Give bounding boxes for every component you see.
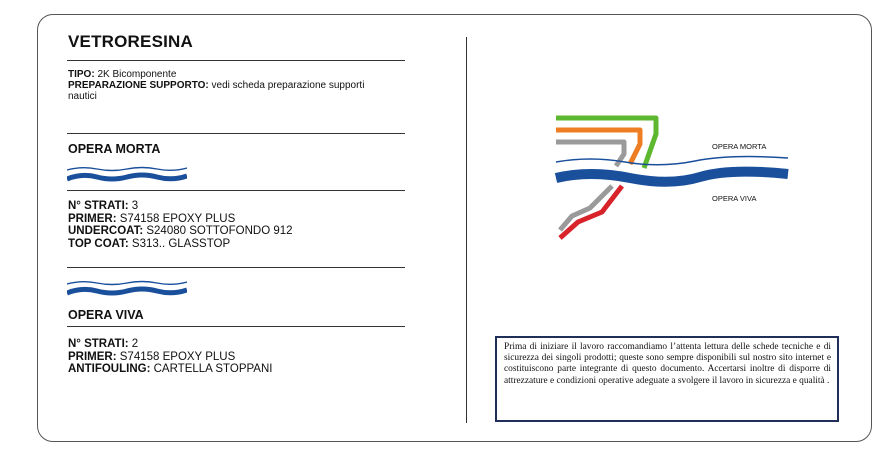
spec-value: S313.. GLASSTOP bbox=[128, 237, 231, 250]
spec-row bbox=[68, 351, 272, 364]
spec-label: PRIMER: bbox=[68, 350, 117, 363]
vertical-divider bbox=[466, 37, 467, 423]
spec-value: 2 bbox=[128, 338, 139, 350]
spec-label: N° STRATI: bbox=[68, 200, 129, 212]
divider bbox=[67, 60, 405, 61]
spec-value: S24080 SOTTOFONDO 912 bbox=[143, 225, 293, 237]
spec-row bbox=[68, 213, 293, 226]
opera-viva-title: OPERA VIVA bbox=[68, 308, 144, 322]
tipo-line bbox=[68, 69, 368, 80]
divider bbox=[67, 190, 405, 191]
page-title: VETRORESINA bbox=[68, 32, 193, 51]
spec-value: S74158 EPOXY PLUS bbox=[116, 212, 236, 225]
opera-morta-title: OPERA MORTA bbox=[68, 142, 161, 156]
spec-label: ANTIFOULING: bbox=[68, 363, 151, 375]
wave-icon bbox=[67, 278, 187, 300]
spec-value: CARTELLA STOPPANI bbox=[150, 363, 273, 375]
spec-value: 3 bbox=[128, 200, 139, 212]
tipo-label: TIPO: bbox=[68, 69, 95, 80]
prep-label: PREPARAZIONE SUPPORTO: bbox=[68, 80, 209, 91]
layer-gray-stroke bbox=[556, 142, 624, 166]
diagram-label-top: OPERA MORTA bbox=[712, 142, 767, 151]
spec-row bbox=[68, 338, 272, 351]
layer-red-stroke bbox=[560, 186, 622, 238]
spec-label: UNDERCOAT: bbox=[68, 225, 144, 237]
diagram-label-bottom: OPERA VIVA bbox=[712, 194, 757, 203]
spec-label: N° STRATI: bbox=[68, 338, 129, 350]
divider bbox=[67, 267, 405, 268]
spec-row bbox=[68, 363, 272, 376]
prep-value: vedi scheda preparazione supporti nautici bbox=[68, 80, 365, 102]
spec-label: TOP COAT: bbox=[68, 237, 129, 250]
divider bbox=[67, 326, 405, 327]
spec-value: S74158 EPOXY PLUS bbox=[116, 350, 236, 363]
divider bbox=[67, 133, 405, 134]
tipo-value: 2K Bicomponente bbox=[94, 69, 177, 80]
opera-viva-specs bbox=[68, 338, 272, 376]
opera-morta-specs bbox=[68, 200, 293, 250]
prep-line bbox=[68, 80, 368, 102]
spec-label: PRIMER: bbox=[68, 212, 117, 225]
waterline-thin bbox=[556, 157, 788, 165]
wave-icon bbox=[67, 164, 187, 186]
spec-row bbox=[68, 225, 293, 238]
product-info bbox=[68, 69, 368, 102]
safety-notice: Prima di iniziare il lavoro raccomandiamo l’attenta lettura delle schede tecniche e di sicurezza dei singoli prodotti; queste sono sempre disponibili sul nostro sito internet e costituiscono parte integrante di questo documento. Accertarsi inoltre di disporre di attrezzature e condizioni operative adeguate a svolgere il lavoro in sicurezza e qualità . bbox=[495, 336, 839, 422]
waterline-band bbox=[556, 172, 788, 182]
hull-layers-diagram bbox=[550, 108, 795, 243]
spec-row bbox=[68, 238, 293, 251]
spec-row bbox=[68, 200, 293, 213]
